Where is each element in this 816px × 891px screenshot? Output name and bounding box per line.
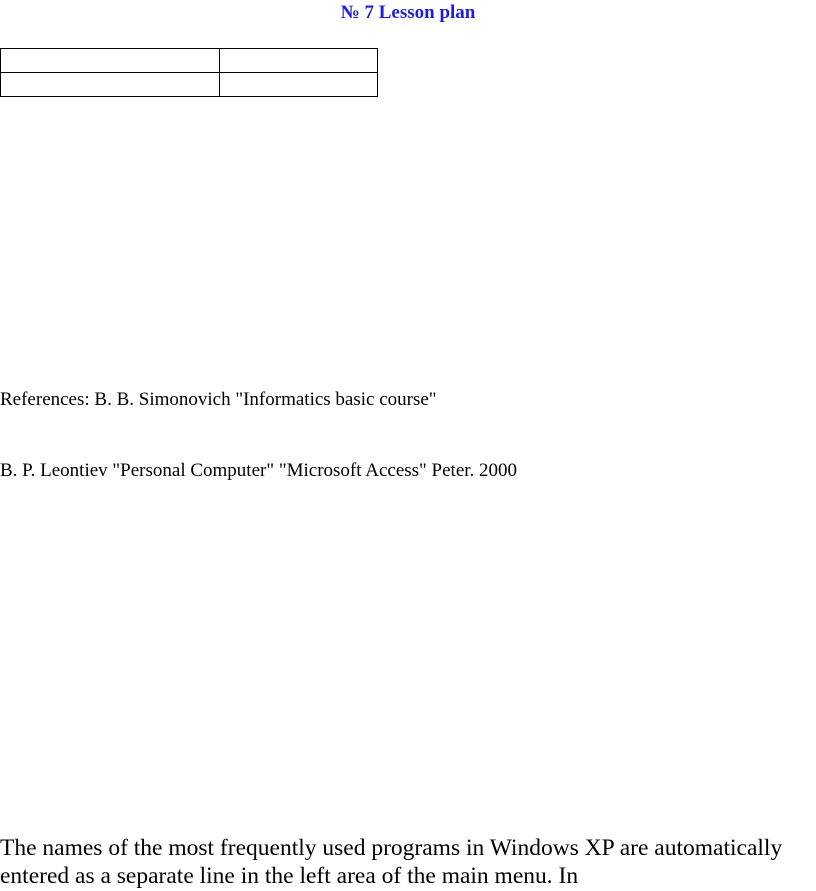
reference-line: B. P. Leontiev "Personal Computer" "Microsoft Access" Peter. 2000 bbox=[0, 460, 518, 481]
table-cell bbox=[1, 49, 220, 73]
body-line: The names of the most frequently used programs in Windows XP are automatically bbox=[0, 835, 783, 861]
table-row bbox=[1, 73, 378, 97]
table-cell bbox=[220, 49, 378, 73]
table-cell bbox=[1, 73, 220, 97]
table-cell bbox=[220, 73, 378, 97]
table-row bbox=[1, 49, 378, 73]
body-paragraph bbox=[0, 834, 816, 890]
lesson-plan-table bbox=[0, 48, 378, 97]
reference-line: References: B. B. Simonovich "Informatics basic course" bbox=[0, 389, 437, 410]
page-title: № 7 Lesson plan bbox=[340, 2, 476, 23]
body-line: entered as a separate line in the left area of the main menu. In bbox=[0, 863, 579, 889]
